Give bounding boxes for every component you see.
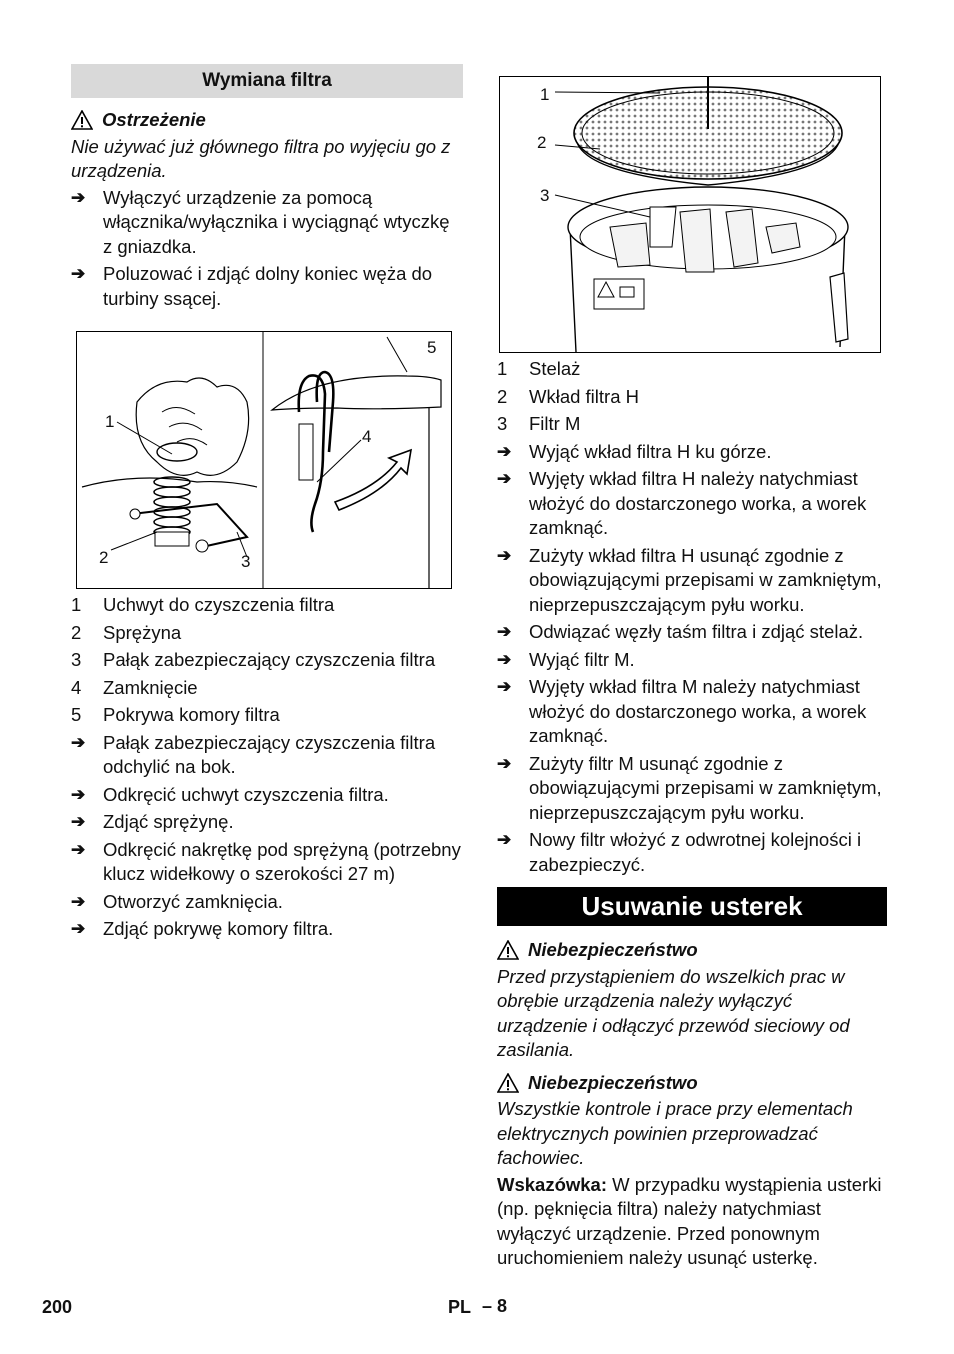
legend-text: Stelaż [529, 358, 581, 379]
arrow-right-icon: ➔ [71, 187, 86, 207]
legend-text: Pokrywa komory filtra [103, 704, 280, 725]
figure-filter-cartridge [499, 76, 881, 353]
figure-label-3: 3 [241, 552, 251, 571]
step-item [71, 810, 463, 835]
step-text: Zdjąć sprężynę. [103, 811, 234, 832]
section-title-troubleshooting: Usuwanie usterek [497, 887, 887, 926]
warning-triangle-icon [497, 940, 519, 960]
arrow-right-icon: ➔ [497, 441, 512, 461]
arrow-right-icon: ➔ [497, 622, 512, 641]
arrow-right-icon: ➔ [71, 891, 86, 911]
step-item [497, 752, 887, 826]
arrow-right-icon: ➔ [497, 753, 512, 773]
legend-number: 5 [71, 704, 82, 725]
step-item [497, 675, 887, 749]
arrow-right-icon: ➔ [71, 732, 86, 752]
legend-number: 2 [71, 621, 82, 643]
step-item [71, 186, 463, 260]
step-item [71, 262, 463, 311]
language-code: PL [448, 1297, 472, 1317]
warning-label: Ostrzeżenie [102, 109, 206, 130]
step-text: Odwiązać węzły taśm filtra i zdjąć stelaż. [529, 621, 864, 642]
danger-heading [497, 1071, 887, 1096]
left-column [71, 64, 463, 945]
step-item [71, 783, 463, 808]
legend-number: 2 [497, 385, 508, 407]
warning-heading [71, 108, 463, 133]
figure-label-2: 2 [537, 133, 547, 152]
danger-heading [497, 938, 887, 963]
arrow-right-icon: ➔ [71, 839, 86, 859]
arrow-right-icon: ➔ [71, 812, 86, 831]
section-title-filter-replacement: Wymiana filtra [71, 64, 463, 98]
figure-label-2: 2 [99, 548, 109, 567]
step-text: Wyjąć wkład filtra H ku górze. [529, 440, 772, 462]
warning-triangle-icon [71, 110, 93, 130]
legend-item [71, 676, 463, 701]
step-item [497, 620, 887, 645]
step-text: Pałąk zabezpieczający czyszczenia filtra odchylić na bok. [103, 731, 436, 777]
page-number: 200 [42, 1297, 73, 1317]
legend-number: 3 [497, 413, 508, 434]
legend-text: Sprężyna [103, 621, 182, 643]
step-text: Wyjąć filtr M. [529, 648, 635, 670]
step-text: Zdjąć pokrywę komory filtra. [103, 918, 334, 939]
legend-text: Zamknięcie [103, 676, 198, 698]
step-text: Wyłączyć urządzenie za pomocą włącznika/wyłącznika i wyciągnąć wtyczkę z gniazdka. [103, 186, 450, 257]
arrow-right-icon: ➔ [497, 649, 512, 669]
legend-text: Wkład filtra H [529, 385, 639, 407]
legend-item [497, 357, 887, 382]
danger-text: Wszystkie kontrole i prace przy elementach elektrycznych powinien przeprowadzać fachowiec. [497, 1098, 853, 1168]
legend-number: 1 [497, 358, 508, 379]
legend-number: 3 [71, 649, 82, 670]
warning-text: Nie używać już głównego filtra po wyjęciu go z urządzenia. [71, 135, 451, 181]
arrow-right-icon: ➔ [71, 264, 86, 283]
figure-filter-cleaning [76, 331, 452, 589]
step-item [71, 731, 463, 780]
step-item [71, 890, 463, 915]
step-text: Nowy filtr włożyć z odwrotnej kolejności i zabezpieczyć. [529, 829, 862, 875]
arrow-right-icon: ➔ [71, 919, 86, 938]
danger-label: Niebezpieczeństwo [528, 939, 698, 960]
figure-label-5: 5 [427, 338, 437, 357]
legend-item [71, 648, 463, 673]
step-item [497, 648, 887, 673]
arrow-right-icon: ➔ [497, 830, 512, 849]
legend-text: Uchwyt do czyszczenia filtra [103, 594, 335, 615]
arrow-right-icon: ➔ [497, 545, 512, 565]
legend-item [71, 593, 463, 618]
legend-item [71, 703, 463, 728]
right-column [497, 76, 887, 1271]
arrow-right-icon: ➔ [497, 469, 512, 488]
warning-triangle-icon [497, 1073, 519, 1093]
step-item [497, 828, 887, 877]
legend-text: Pałąk zabezpieczający czyszczenia filtra [103, 649, 436, 670]
danger-text: Przed przystąpieniem do wszelkich prac w obrębie urządzenia należy wyłączyć urządzenie i odłączyć przewód sieciowy od zasilania. [497, 965, 850, 1060]
legend-text: Filtr M [529, 413, 581, 434]
figure-label-1: 1 [540, 85, 550, 104]
step-item [497, 467, 887, 541]
danger-label: Niebezpieczeństwo [528, 1071, 698, 1093]
step-item [497, 440, 887, 465]
step-text: Wyjęty wkład filtra H należy natychmiast włożyć do dostarczonego worka, a worek zamknąć. [529, 468, 867, 538]
step-text: Zużyty filtr M usunąć zgodnie z obowiązującymi przepisami w zamkniętym, nieprzepuszczającym pyłu worku. [529, 752, 882, 823]
figure-label-3: 3 [540, 186, 550, 205]
note-paragraph [497, 1173, 887, 1271]
arrow-right-icon: ➔ [71, 784, 86, 804]
figure-illustration [500, 77, 880, 352]
figure-label-4: 4 [362, 427, 372, 446]
note-text: W przypadku wystąpienia usterki (np. pęknięcia filtra) należy natychmiast wyłączyć urządzenie. Przed ponownym uruchomieniem należy usunąć usterkę. [497, 1173, 882, 1268]
step-text: Odkręcić uchwyt czyszczenia filtra. [103, 783, 389, 805]
step-text: Wyjęty wkład filtra M należy natychmiast włożyć do dostarczonego worka, a worek zamknąć. [529, 676, 867, 746]
step-item [71, 838, 463, 887]
note-label: Wskazówka: [497, 1173, 608, 1195]
figure-label-1: 1 [105, 412, 115, 431]
arrow-right-icon: ➔ [497, 677, 512, 696]
legend-item [497, 412, 887, 437]
figure-illustration [77, 332, 451, 588]
step-text: Odkręcić nakrętkę pod sprężyną (potrzebny klucz widełkowy o szerokości 27 m) [103, 838, 461, 884]
legend-number: 1 [71, 594, 82, 615]
step-item [497, 544, 887, 618]
section-page-number: – 8 [482, 1296, 508, 1316]
legend-item [71, 621, 463, 646]
legend-item [497, 385, 887, 410]
step-text: Zużyty wkład filtra H usunąć zgodnie z obowiązującymi przepisami w zamkniętym, nieprzepuszczającym pyłu worku. [529, 544, 882, 615]
legend-number: 4 [71, 676, 82, 698]
step-text: Otworzyć zamknięcia. [103, 890, 283, 912]
step-item [71, 917, 463, 942]
step-text: Poluzować i zdjąć dolny koniec węża do turbiny ssącej. [103, 263, 433, 309]
